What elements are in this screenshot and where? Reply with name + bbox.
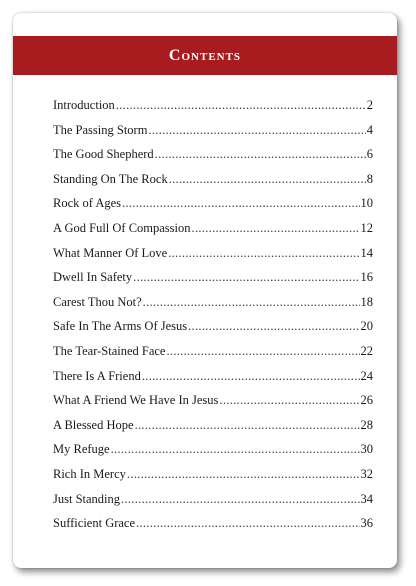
- dot-leader: [122, 196, 359, 211]
- toc-entry-page-number: 32: [360, 466, 373, 481]
- toc-entry-page-number: 30: [360, 442, 373, 457]
- toc-entry[interactable]: [53, 295, 373, 320]
- dot-leader: [121, 492, 359, 507]
- toc-entry[interactable]: [53, 442, 373, 467]
- toc-entry[interactable]: [53, 516, 373, 541]
- table-of-contents: [53, 98, 373, 541]
- dot-leader: [116, 98, 366, 113]
- toc-entry-title: Dwell In Safety: [53, 270, 133, 285]
- toc-entry-title: Just Standing: [53, 491, 121, 506]
- toc-entry-title: What A Friend We Have In Jesus: [53, 393, 219, 408]
- toc-entry[interactable]: [53, 393, 373, 418]
- toc-entry[interactable]: [53, 467, 373, 492]
- toc-entry-title: Rich In Mercy: [53, 466, 126, 481]
- dot-leader: [135, 418, 360, 433]
- toc-entry[interactable]: [53, 98, 373, 123]
- toc-entry-page-number: 10: [360, 196, 373, 211]
- toc-entry-page-number: 28: [360, 417, 373, 432]
- toc-entry-title: Introduction: [53, 98, 115, 112]
- toc-entry-page-number: 2: [366, 98, 373, 112]
- dot-leader: [142, 369, 360, 384]
- toc-entry[interactable]: [53, 172, 373, 197]
- contents-page: [13, 13, 397, 568]
- toc-entry[interactable]: [53, 492, 373, 517]
- dot-leader: [111, 442, 360, 457]
- toc-entry[interactable]: [53, 123, 373, 148]
- toc-entry-title: Safe In The Arms Of Jesus: [53, 319, 188, 334]
- toc-entry-title: A God Full Of Compassion: [53, 220, 191, 235]
- toc-entry-page-number: 22: [360, 343, 373, 358]
- toc-entry-title: Standing On The Rock: [53, 171, 168, 186]
- dot-leader: [136, 516, 359, 531]
- toc-entry[interactable]: [53, 147, 373, 172]
- page-title: Contents: [168, 46, 242, 64]
- dot-leader: [192, 221, 360, 236]
- dot-leader: [155, 147, 366, 162]
- dot-leader: [219, 393, 359, 408]
- toc-entry[interactable]: [53, 344, 373, 369]
- toc-entry-title: What Manner Of Love: [53, 245, 168, 260]
- toc-entry-page-number: 26: [360, 393, 373, 408]
- toc-entry-page-number: 16: [360, 270, 373, 285]
- toc-entry-title: My Refuge: [53, 442, 110, 457]
- toc-entry-page-number: 4: [366, 122, 373, 137]
- dot-leader: [166, 344, 359, 359]
- toc-entry-page-number: 14: [360, 245, 373, 260]
- toc-entry[interactable]: [53, 319, 373, 344]
- toc-entry[interactable]: [53, 246, 373, 271]
- toc-entry[interactable]: [53, 196, 373, 221]
- toc-entry[interactable]: [53, 270, 373, 295]
- toc-entry[interactable]: [53, 369, 373, 394]
- toc-entry-title: Carest Thou Not?: [53, 294, 142, 309]
- toc-entry-title: Rock of Ages: [53, 196, 122, 211]
- dot-leader: [143, 295, 360, 310]
- contents-banner: [13, 36, 397, 75]
- toc-entry-page-number: 20: [360, 319, 373, 334]
- toc-entry-title: The Passing Storm: [53, 122, 148, 137]
- toc-entry-page-number: 34: [360, 491, 373, 506]
- toc-entry[interactable]: [53, 221, 373, 246]
- dot-leader: [168, 246, 359, 261]
- toc-entry[interactable]: [53, 418, 373, 443]
- toc-entry-page-number: 6: [366, 147, 373, 162]
- toc-entry-page-number: 12: [360, 220, 373, 235]
- dot-leader: [169, 172, 366, 187]
- toc-entry-page-number: 8: [366, 171, 373, 186]
- toc-entry-title: A Blessed Hope: [53, 417, 134, 432]
- dot-leader: [127, 467, 360, 482]
- dot-leader: [188, 319, 359, 334]
- toc-entry-title: Sufficient Grace: [53, 516, 136, 531]
- toc-entry-page-number: 36: [360, 516, 373, 531]
- toc-entry-title: The Good Shepherd: [53, 147, 154, 162]
- dot-leader: [133, 270, 359, 285]
- dot-leader: [148, 123, 365, 138]
- toc-entry-page-number: 24: [360, 368, 373, 383]
- toc-entry-title: The Tear-Stained Face: [53, 343, 166, 358]
- toc-entry-title: There Is A Friend: [53, 368, 141, 383]
- toc-entry-page-number: 18: [360, 294, 373, 309]
